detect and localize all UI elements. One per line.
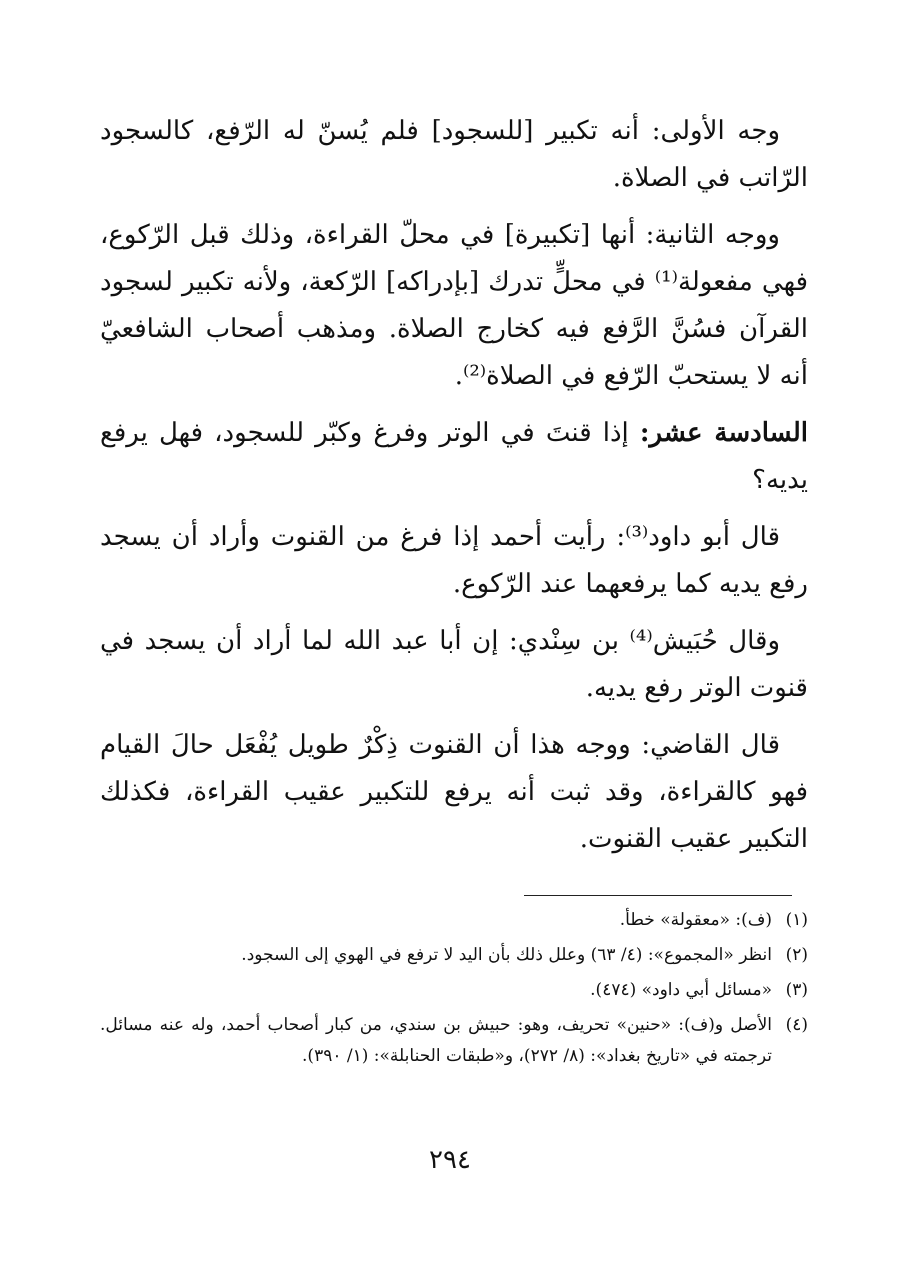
paragraph-1-text: وجه الأولى: أنه تكبير [للسجود] فلم يُسنّ له الرّفع، كالسجود الرّاتب في الصلاة. [100,116,808,193]
main-text [100,108,808,873]
footnote-text: الأصل و(ف): «حنين» تحريف، وهو: حبيش بن سندي، من كبار أصحاب أحمد، وله عنه مسائل. ترجمته في «تاريخ بغداد»: (٨/ ٢٧٢)، و«طبقات الحنابلة»: (١/ ٣٩٠). [100,1015,772,1066]
paragraph-6-text: قال القاضي: ووجه هذا أن القنوت ذِكْرٌ طويل يُفْعَل حالَ القيام فهو كالقراءة، وقد ثبت أنه يرفع للتكبير عقيب القراءة، فكذلك التكبير عقيب القنوت. [100,730,808,854]
section-heading: السادسة عشر: [639,418,808,448]
footnote-1 [100,905,808,936]
page-number: ٢٩٤ [429,1145,471,1175]
footnote-text: انظر «المجموع»: (٤/ ٦٣) وعلل ذلك بأن اليد لا ترفع في الهوي إلى السجود. [241,945,772,965]
paragraph-5-text: وقال حُبَيش⁽⁴⁾ بن سِنْدي: إن أبا عبد الله لما أراد أن يسجد في قنوت الوتر رفع يديه. [100,626,808,703]
paragraph-2 [100,212,808,400]
footnote-4 [100,1010,808,1072]
footnote-text: «مسائل أبي داود» (٤٧٤). [590,980,772,1000]
paragraph-1 [100,108,808,202]
paragraph-5 [100,618,808,712]
footnote-3 [100,975,808,1006]
footnote-number: (٣) [785,980,808,1000]
footnote-separator [524,895,792,896]
paragraph-3 [100,410,808,504]
paragraph-2-text: ووجه الثانية: أنها [تكبيرة] في محلّ القراءة، وذلك قبل الرّكوع، فهي مفعولة⁽¹⁾ في محلٍّ تدرك [بإدراكه] الرّكعة، ولأنه تكبير لسجود القرآن فسُنَّ الرَّفع فيه كخارج الصلاة. ومذهب أصحاب الشافعيّ أنه لا يستحبّ الرّفع في الصلاة⁽²⁾. [100,220,808,391]
footnote-number: (٢) [785,945,808,965]
paragraph-6 [100,722,808,863]
footnote-text: (ف): «معقولة» خطأ. [619,910,772,930]
paragraph-4-text: قال أبو داود⁽³⁾: رأيت أحمد إذا فرغ من القنوت وأراد أن يسجد رفع يديه كما يرفعهما عند الرّكوع. [100,522,808,599]
footnotes [100,905,808,1076]
footnote-number: (٤) [785,1015,808,1035]
footnote-number: (١) [785,910,808,930]
footnote-2 [100,940,808,971]
paragraph-3-text: إذا قنتَ في الوتر وفرغ وكبّر للسجود، فهل يرفع يديه؟ [100,418,808,495]
paragraph-4 [100,514,808,608]
